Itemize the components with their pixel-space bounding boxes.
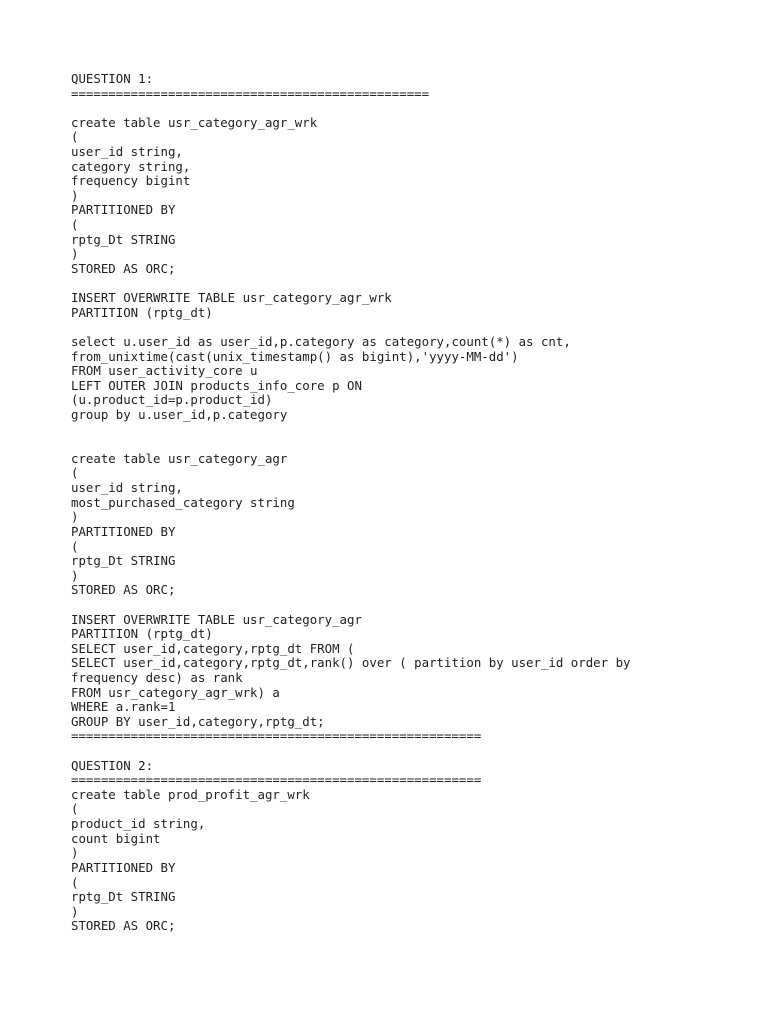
code-line: LEFT OUTER JOIN products_info_core p ON bbox=[71, 377, 362, 393]
code-line: rptg_Dt STRING bbox=[71, 231, 176, 247]
code-line: PARTITIONED BY bbox=[71, 859, 176, 875]
code-line: ( bbox=[71, 538, 79, 554]
code-line: ( bbox=[71, 217, 79, 233]
code-line: rptg_Dt STRING bbox=[71, 553, 176, 569]
code-line: ) bbox=[71, 903, 79, 919]
code-line: ) bbox=[71, 187, 79, 203]
blank-line bbox=[71, 744, 751, 759]
blank-line bbox=[71, 101, 751, 116]
code-line: INSERT OVERWRITE TABLE usr_category_agr_wrk bbox=[71, 290, 392, 306]
blank-line bbox=[71, 423, 751, 438]
blank-line bbox=[71, 320, 751, 335]
code-line: product_id string, bbox=[71, 816, 206, 832]
code-line: frequency desc) as rank bbox=[71, 669, 243, 685]
code-line: (u.product_id=p.product_id) bbox=[71, 392, 273, 408]
code-line: most_purchased_category string bbox=[71, 494, 295, 510]
code-line: from_unixtime(cast(unix_timestamp() as bigint),'yyyy-MM-dd') bbox=[71, 348, 519, 364]
code-line: ( bbox=[71, 129, 79, 145]
blank-line bbox=[71, 437, 751, 452]
code-line: ( bbox=[71, 874, 79, 890]
code-line: PARTITIONED BY bbox=[71, 202, 176, 218]
code-line: create table usr_category_agr bbox=[71, 450, 288, 466]
code-line: QUESTION 1: bbox=[71, 71, 154, 86]
code-line: ( bbox=[71, 465, 79, 481]
code-line: SELECT user_id,category,rptg_dt FROM ( bbox=[71, 640, 355, 656]
blank-line bbox=[71, 598, 751, 613]
code-line: INSERT OVERWRITE TABLE usr_category_agr bbox=[71, 611, 362, 627]
code-line: ) bbox=[71, 509, 79, 525]
code-line: FROM usr_category_agr_wrk) a bbox=[71, 684, 280, 700]
code-line: create table prod_profit_agr_wrk bbox=[71, 786, 310, 802]
code-line: frequency bigint bbox=[71, 173, 191, 189]
code-line: category string, bbox=[71, 158, 191, 174]
code-line: ======================================================= bbox=[71, 728, 482, 744]
code-line: user_id string, bbox=[71, 144, 183, 160]
code-line: STORED AS ORC; bbox=[71, 582, 176, 598]
code-line: ================================================ bbox=[71, 85, 430, 101]
code-line: STORED AS ORC; bbox=[71, 260, 176, 276]
code-line: ) bbox=[71, 567, 79, 583]
code-line: WHERE a.rank=1 bbox=[71, 699, 176, 715]
code-line: ) bbox=[71, 246, 79, 262]
code-line: user_id string, bbox=[71, 480, 183, 496]
code-line: SELECT user_id,category,rptg_dt,rank() over ( partition by user_id order by bbox=[71, 655, 631, 671]
code-line: count bigint bbox=[71, 830, 161, 846]
code-line: PARTITIONED BY bbox=[71, 523, 176, 539]
code-line: ) bbox=[71, 845, 79, 861]
code-line: GROUP BY user_id,category,rptg_dt; bbox=[71, 713, 325, 729]
code-line: group by u.user_id,p.category bbox=[71, 407, 288, 423]
code-line: ======================================================= bbox=[71, 772, 482, 788]
document-body bbox=[71, 72, 751, 934]
code-line: select u.user_id as user_id,p.category as category,count(*) as cnt, bbox=[71, 333, 571, 349]
code-line: create table usr_category_agr_wrk bbox=[71, 114, 318, 130]
code-line: rptg_Dt STRING bbox=[71, 889, 176, 905]
blank-line bbox=[71, 277, 751, 292]
code-line: FROM user_activity_core u bbox=[71, 363, 258, 379]
code-line: ( bbox=[71, 801, 79, 817]
code-line: STORED AS ORC; bbox=[71, 918, 176, 934]
code-line: PARTITION (rptg_dt) bbox=[71, 626, 213, 642]
code-line: QUESTION 2: bbox=[71, 757, 154, 773]
code-line: PARTITION (rptg_dt) bbox=[71, 304, 213, 320]
